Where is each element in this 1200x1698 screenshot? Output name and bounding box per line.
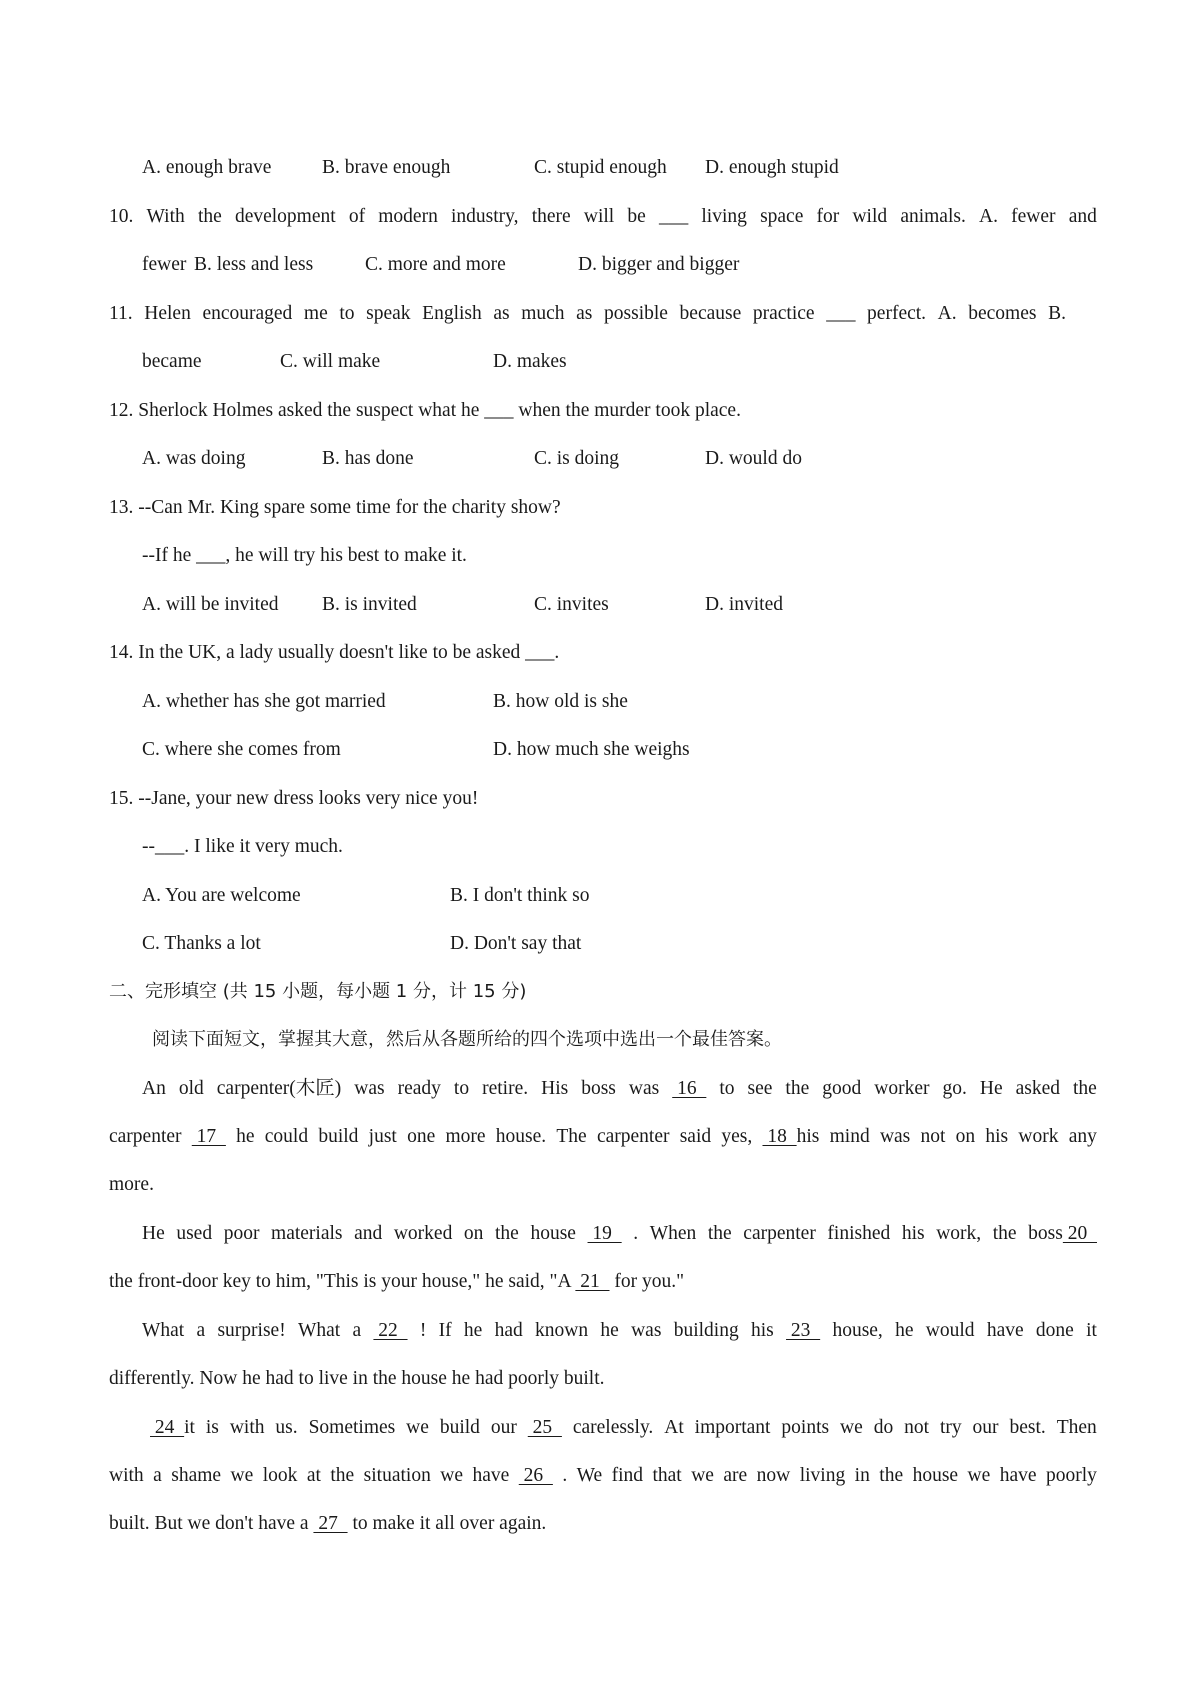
word: build [318,1126,359,1147]
q12-option-d: D. would do [705,448,802,469]
q9-option-a: A. enough brave [142,157,272,178]
word: there [531,206,571,227]
word: his [901,1223,925,1244]
word: and [354,1223,383,1244]
word: we [691,1465,714,1486]
word: it [1086,1320,1097,1341]
q15-option-c: C. Thanks a lot [142,933,261,954]
word: What [142,1320,185,1341]
word: he [236,1126,255,1147]
word: was [354,1078,385,1099]
q13-option-d: D. invited [705,594,783,615]
word: practice [752,303,815,324]
word: B. [1048,303,1066,324]
word: had [494,1320,523,1341]
q14-stem: 14. In the UK, a lady usually doesn't like to be asked ___. [109,642,560,663]
word: have [472,1465,510,1486]
q15-stem: 15. --Jane, your new dress looks very nice you! [109,788,479,809]
word: . [562,1465,568,1486]
word: space [760,206,804,227]
word: When [649,1223,697,1244]
word: An [142,1078,166,1099]
q10-stem [109,204,1097,230]
q15-option-a: A. You are welcome [142,885,301,906]
word: work [1018,1126,1059,1147]
q13-option-b: B. is invited [322,594,417,615]
word: shame [171,1465,222,1486]
word [192,1124,226,1150]
word: he [895,1320,914,1341]
word: building [673,1320,739,1341]
word: development [234,206,336,227]
passage-p4-line1 [150,1415,1097,1441]
word: living [701,206,747,227]
word: have [999,1465,1037,1486]
word: mind [829,1126,870,1147]
word: becomes [968,303,1037,324]
word: 11. [109,303,133,324]
word: with [229,1417,265,1438]
q11-option-c: C. will make [280,351,381,372]
word: The [556,1126,587,1147]
word: carelessly. [572,1417,654,1438]
word: English [422,303,482,324]
word: one [407,1126,436,1147]
word: animals. [900,206,966,227]
word: 24 it [150,1417,195,1438]
q10-option-b: B. less and less [194,254,314,275]
cloze-blank: 16 [672,1078,707,1099]
passage-p2-line2: the front-door key to him, "This is your house," he said, "A 21 for you." [109,1271,685,1292]
word: living [799,1465,846,1486]
word: not [920,1126,946,1147]
word: the [992,1223,1017,1244]
word: 18 his [762,1126,820,1147]
cloze-blank: 27 [313,1513,348,1534]
word: poor [223,1223,260,1244]
q11-option-d: D. makes [493,351,567,372]
word: He [979,1078,1003,1099]
word: we [406,1417,429,1438]
word: ready [397,1078,441,1099]
word: be [627,206,646,227]
word: was [631,1320,662,1341]
word: old [178,1078,204,1099]
word: do [873,1417,894,1438]
word: . [633,1223,639,1244]
passage-p4-line3: built. But we don't have a 27 to make it all over again. [109,1513,547,1534]
passage-p4-line2 [109,1463,1097,1489]
word: His [541,1078,569,1099]
passage-p3-line1 [142,1318,1097,1344]
word: said [679,1126,712,1147]
word: asked [1015,1078,1061,1099]
word: to [453,1078,470,1099]
cloze-blank: 19 [587,1223,622,1244]
section-instruction: 阅读下面短文，掌握其大意，然后从各题所给的四个选项中选出一个最佳答案。 [152,1029,782,1050]
cloze-blank: 17 [191,1126,226,1147]
word: and [1068,206,1097,227]
word: find [611,1465,644,1486]
cloze-blank: 25 [527,1417,562,1438]
word: With [146,206,185,227]
q15-option-b: B. I don't think so [450,885,590,906]
word: are [723,1465,748,1486]
word [786,1318,820,1344]
word [588,1221,622,1247]
cloze-blank: 21 [575,1271,610,1292]
section-heading: 二、完形填空 (共 15 小题，每小题 1 分，计 15 分) [109,981,527,1002]
word: house [912,1465,959,1486]
word: We [576,1465,603,1486]
word [528,1415,562,1441]
q14-option-c: C. where she comes from [142,739,341,760]
cloze-blank: 18 [762,1126,797,1147]
word: to [339,303,355,324]
word: wild [852,206,888,227]
q9-option-c: C. stupid enough [534,157,667,178]
word: look [262,1465,298,1486]
word: with [109,1465,144,1486]
word: surprise! [217,1320,286,1341]
word: ___ [826,303,856,324]
word: could [264,1126,309,1147]
word: will [583,206,615,227]
word: He [142,1223,165,1244]
word: What [297,1320,341,1341]
q13-option-a: A. will be invited [142,594,279,615]
word: Then [1056,1417,1097,1438]
word: done [1035,1320,1074,1341]
word: he [463,1320,483,1341]
word: At [664,1417,684,1438]
word: was [879,1126,911,1147]
q14-option-d: D. how much she weighs [493,739,690,760]
word: Sometimes [308,1417,396,1438]
word: his [750,1320,774,1341]
word: have [986,1320,1024,1341]
word: any [1068,1126,1097,1147]
word: we [967,1465,991,1486]
word: carpenter [743,1223,816,1244]
word: as [493,303,510,324]
q15-option-d: D. Don't say that [450,933,582,954]
word: me [303,303,328,324]
word: more [445,1126,486,1147]
word: best. [1009,1417,1046,1438]
word: on [463,1223,484,1244]
word: known [535,1320,589,1341]
word [373,1318,407,1344]
word: the [785,1078,810,1099]
word: encouraged [202,303,293,324]
q14-option-a: A. whether has she got married [142,691,386,712]
word: A. [979,206,998,227]
q14-option-b: B. how old is she [493,691,628,712]
word: our [490,1417,517,1438]
word: on [955,1126,976,1147]
word: in [854,1465,870,1486]
word: important [694,1417,771,1438]
word: boss [581,1078,616,1099]
word: poorly [1046,1465,1097,1486]
word: we [230,1465,254,1486]
word: used [176,1223,213,1244]
word: was [628,1078,660,1099]
word [672,1076,706,1102]
word: points [781,1417,830,1438]
word: boss 20 [1028,1223,1097,1244]
passage-p1-line1 [142,1076,1097,1102]
passage-p2-line1 [142,1221,1097,1247]
word: the [879,1465,904,1486]
cloze-blank: 24 [150,1417,185,1438]
word: we [440,1465,464,1486]
word: see [747,1078,773,1099]
word: the [330,1465,355,1486]
word: industry, [451,206,519,227]
q9-option-b: B. brave enough [322,157,451,178]
word: try [939,1417,962,1438]
word: carpenter [596,1126,670,1147]
word: for [816,206,840,227]
q13-option-c: C. invites [534,594,609,615]
cloze-blank: 23 [786,1320,821,1341]
word: is [205,1417,219,1438]
word: yes, [721,1126,753,1147]
word: just [368,1126,397,1147]
word: a [352,1320,362,1341]
word: ___ [658,206,689,227]
word: Helen [144,303,191,324]
q12-option-a: A. was doing [142,448,246,469]
q12-stem: 12. Sherlock Holmes asked the suspect what he ___ when the murder took place. [109,400,741,421]
word: If [438,1320,452,1341]
q13-stem: 13. --Can Mr. King spare some time for the charity show? [109,497,561,518]
word: a [196,1320,206,1341]
word: we [840,1417,863,1438]
q10-option-c: C. more and more [365,254,506,275]
word: house, [832,1320,883,1341]
word: worked [393,1223,453,1244]
passage-p3-line2: differently. Now he had to live in the house he had poorly built. [109,1368,605,1389]
word: finished [827,1223,891,1244]
word: us. [275,1417,298,1438]
word: build [439,1417,480,1438]
word: at [306,1465,321,1486]
word [519,1463,553,1489]
q15-reply: --___. I like it very much. [142,836,343,857]
cloze-blank: 26 [518,1465,553,1486]
word: 10. [109,206,134,227]
q13-reply: --If he ___, he will try his best to make it. [142,545,467,566]
word: because [679,303,742,324]
passage-p1-line2 [109,1124,1097,1150]
word: much [521,303,565,324]
word: not [904,1417,930,1438]
q11-option-b-cont: became [142,351,202,372]
word: retire. [482,1078,529,1099]
word: possible [604,303,668,324]
word: worker [874,1078,930,1099]
word: he [600,1320,619,1341]
word: materials [271,1223,343,1244]
word: the [197,206,222,227]
word: A. [937,303,957,324]
word: good [822,1078,862,1099]
word: house. [495,1126,547,1147]
passage-p1-line3: more. [109,1174,154,1195]
word: would [925,1320,975,1341]
q10-option-d: D. bigger and bigger [578,254,740,275]
word: situation [363,1465,431,1486]
word: house [530,1223,576,1244]
word: of [348,206,366,227]
cloze-blank: 22 [373,1320,408,1341]
cloze-blank: 20 [1062,1223,1097,1244]
word: fewer [1011,206,1056,227]
word: to [719,1078,735,1099]
word: perfect. [867,303,927,324]
word: modern [378,206,438,227]
word: speak [366,303,411,324]
word: a [153,1465,162,1486]
word: the [1073,1078,1097,1099]
word: that [652,1465,682,1486]
word: his [985,1126,1009,1147]
q9-option-d: D. enough stupid [705,157,839,178]
q10-option-a-cont: fewer [142,254,187,275]
q12-option-b: B. has done [322,448,414,469]
q11-stem [109,301,1066,327]
q12-option-c: C. is doing [534,448,620,469]
word: the [495,1223,519,1244]
word: the [707,1223,732,1244]
word: our [972,1417,999,1438]
word: ! [419,1320,427,1341]
word: as [576,303,593,324]
word: carpenter(木匠) [216,1078,342,1099]
word: go. [942,1078,967,1099]
word: carpenter [109,1126,182,1147]
word: now [756,1465,791,1486]
word: work, [936,1223,982,1244]
